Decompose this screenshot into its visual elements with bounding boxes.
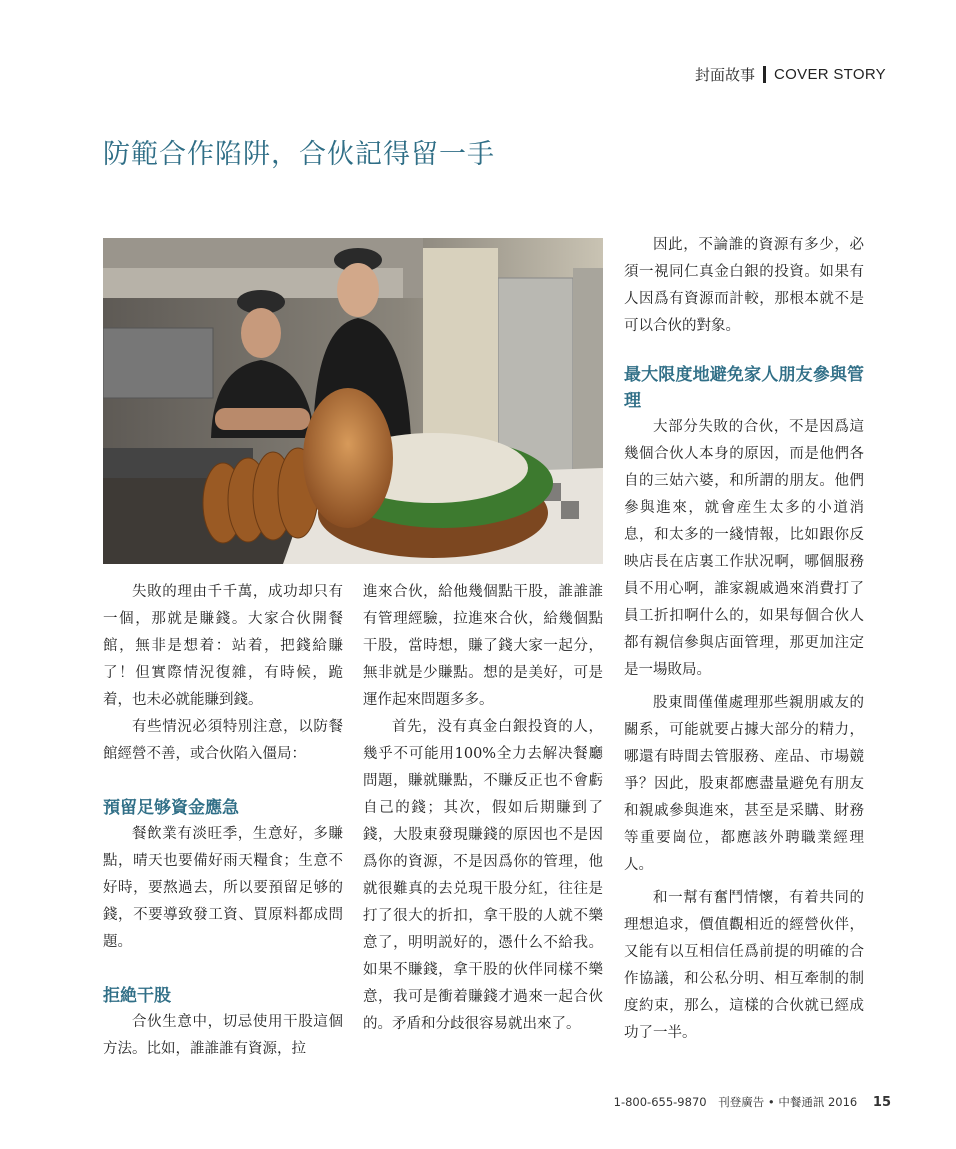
section-label-en: COVER STORY: [774, 66, 886, 83]
footer-text: 刊登廣告 • 中餐通訊 2016: [718, 1095, 858, 1109]
footer-phone: 1-800-655-9870: [613, 1095, 707, 1109]
column-1: [103, 579, 343, 1063]
paragraph: 大部分失敗的合伙，不是因爲這幾個合伙人本身的原因，而是他們各自的三姑六婆，和所謂的朋友。他們參與進來，就會産生太多的小道消息，和太多的一綫情報，比如跟你反映店長在店裏工作狀况啊，哪個服務員不用心啊，誰家親戚過來消費打了員工折扣啊什么的，如果每個合伙人都有親信參與店面管理，那更加注定是一場敗局。: [624, 419, 864, 678]
section-heading: 拒絶干股: [103, 986, 171, 1006]
article-title: 防範合作陷阱，合伙記得留一手: [103, 139, 495, 170]
paragraph: 首先，没有真金白銀投資的人，幾乎不可能用100%全力去解决餐廳問題，賺就賺點，不賺反正也不會虧自己的錢；其次，假如后期賺到了錢，大股東發現賺錢的原因也不是因爲你的資源，不是因爲你的管理，他就很難真的去兑現干股分紅，往往是打了很大的折扣，拿干股的人就不樂意了，明明説好的，憑什么不給我。如果不賺錢，拿干股的伙伴同樣不樂意，我可是衝着賺錢才過來一起合伙的。矛盾和分歧很容易就出來了。: [363, 719, 603, 1032]
header-divider: [763, 66, 766, 83]
section-header: [695, 64, 886, 85]
paragraph: 和一幫有奮鬥情懷，有着共同的理想追求，價值觀相近的經營伙伴，又能有以互相信任爲前提的明確的合作協議，和公私分明、相互牽制的制度約束，那么，這樣的合伙就已經成功了一半。: [624, 890, 864, 1041]
paragraph: 失敗的理由千千萬，成功却只有一個，那就是賺錢。大家合伙開餐館，無非是想着：站着，把錢給賺了！但實際情況復雜，有時候，跪着，也未必就能賺到錢。: [103, 584, 343, 708]
paragraph: 餐飲業有淡旺季，生意好，多賺點，晴天也要備好雨天糧食；生意不好時，要熬過去，所以要預留足够的錢，不要導致發工資、買原料都成問題。: [103, 826, 343, 950]
paragraph: 因此，不論誰的資源有多少，必須一視同仁真金白銀的投資。如果有人因爲有資源而計較，那根本就不是可以合伙的對象。: [624, 237, 864, 334]
section-heading: 預留足够資金應急: [103, 798, 239, 818]
page-number: 15: [872, 1095, 891, 1110]
section-label-cn: 封面故事: [695, 66, 756, 84]
page-footer: [614, 1094, 891, 1110]
paragraph: 股東間僅僅處理那些親朋戚友的關系，可能就要占據大部分的精力，哪還有時間去管服務、産品、市場競爭？因此，股東都應盡量避免有朋友和親戚參與進來，甚至是采購、財務等重要崗位，都應該外聘職業經理人。: [624, 695, 864, 873]
paragraph: 有些情況必須特別注意，以防餐館經營不善，或合伙陷入僵局：: [103, 719, 343, 762]
chefs-burger-illustration: [103, 238, 603, 564]
paragraph: 合伙生意中，切忌使用干股這個方法。比如，誰誰誰有資源，拉: [103, 1014, 343, 1057]
column-3: [624, 232, 864, 1047]
paragraph: 進來合伙，給他幾個點干股，誰誰誰有管理經驗，拉進來合伙，給幾個點干股，當時想，賺了錢大家一起分，無非就是少賺點。想的是美好，可是運作起來問題多多。: [363, 584, 603, 708]
section-heading: 最大限度地避免家人朋友參與管理: [624, 365, 864, 411]
article-photo: [103, 238, 603, 564]
column-2: [363, 579, 603, 1038]
